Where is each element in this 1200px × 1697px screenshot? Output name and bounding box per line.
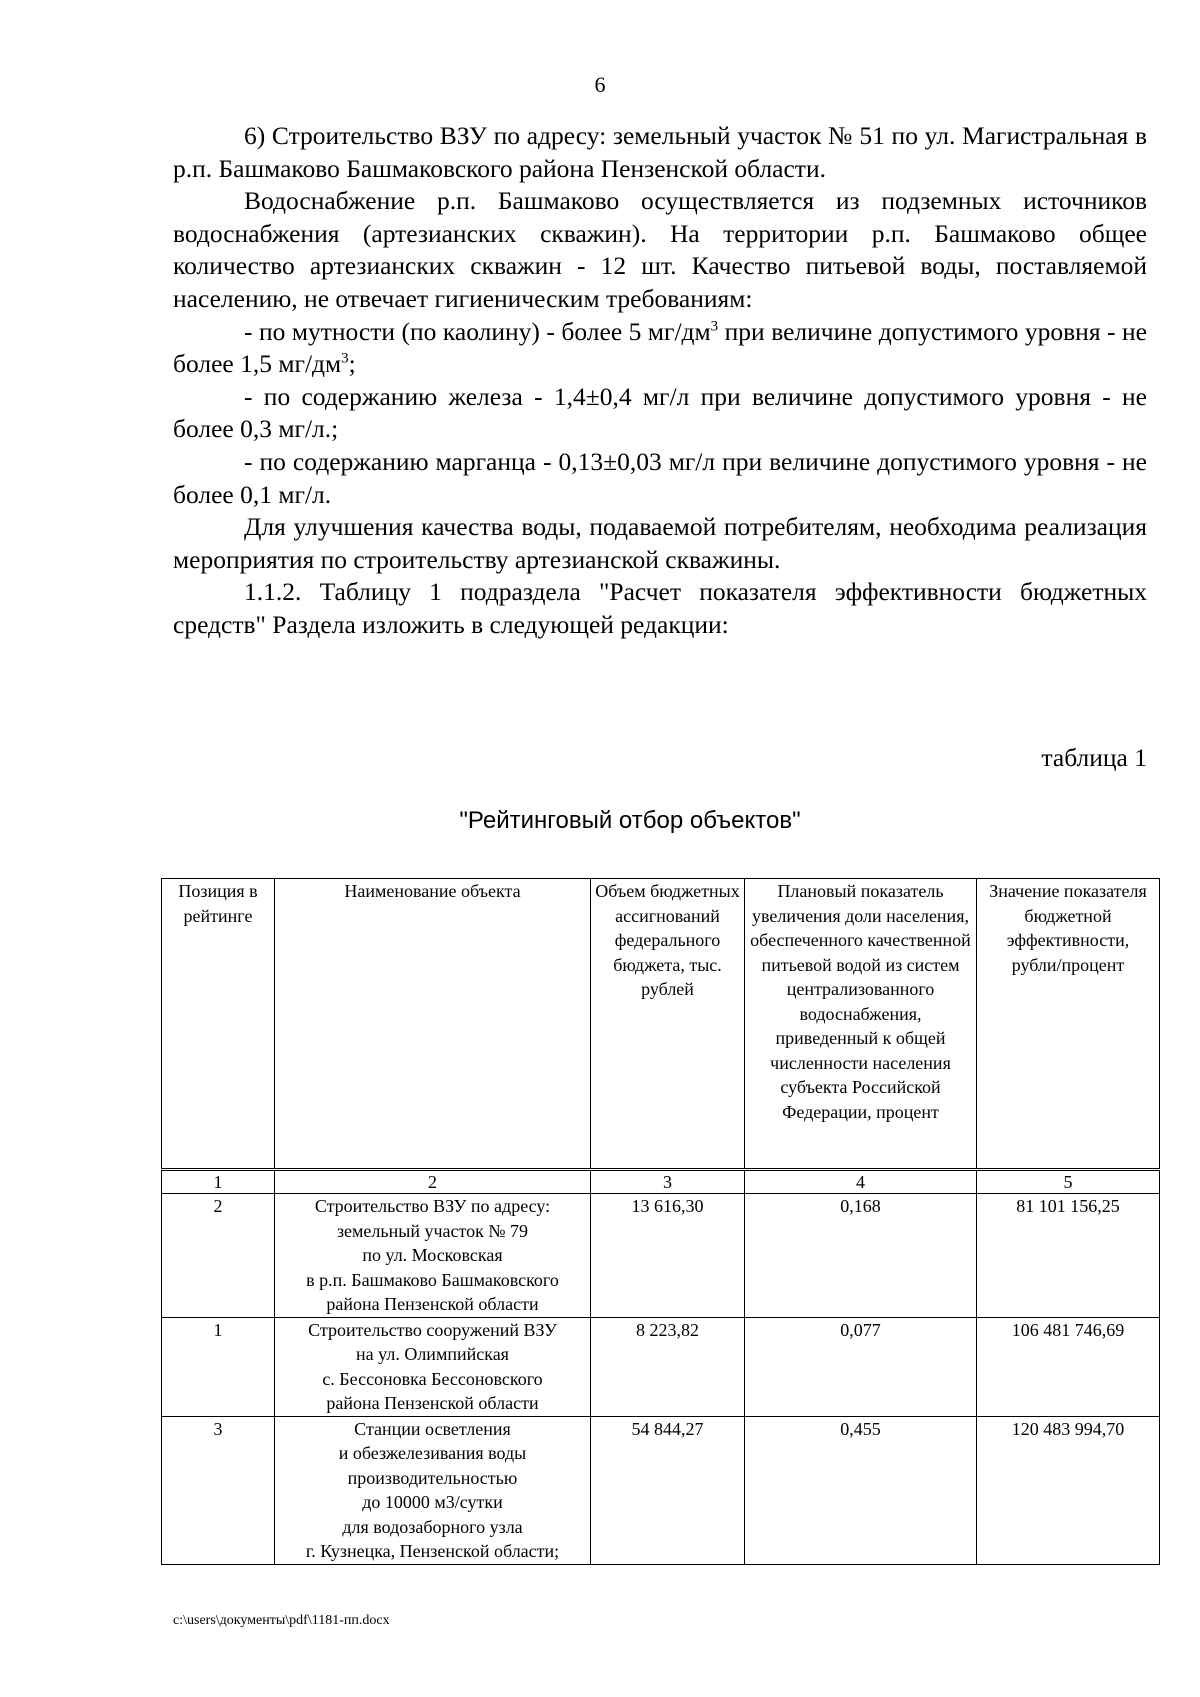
table-caption: таблица 1	[1041, 743, 1147, 772]
cell-object-name: Станции осветления и обезжелезивания воды производительностью до 10000 м3/сутки для водозаборного узла г. Кузнецка, Пензенской области;	[275, 1416, 591, 1564]
header-efficiency: Значение показателя бюджетной эффективности, рубли/процент	[977, 879, 1160, 1170]
paragraph-improvement: Для улучшения качества воды, подаваемой потребителям, необходима реализация мероприятия по строительству артезианской скважины.	[173, 512, 1147, 574]
cell-budget: 54 844,27	[591, 1416, 745, 1564]
page-number: 6	[594, 72, 606, 97]
cell-indicator: 0,168	[745, 1194, 977, 1318]
paragraph-water-supply: Водоснабжение р.п. Башмаково осуществляется из подземных источников водоснабжения (артезианских скважин). На территории р.п. Башмаково общее количество артезианских скважин - 12 шт. Качество питьевой воды, поставляемой населению, не отвечает гигиеническим требованиям:	[173, 186, 1147, 313]
table-row	[162, 1194, 1160, 1318]
table-header-row	[162, 879, 1160, 1170]
header-object-name: Наименование объекта	[275, 879, 591, 1170]
cell-indicator: 0,077	[745, 1317, 977, 1416]
footer-file-path: c:\users\документы\pdf\1181-пп.docx	[173, 1613, 390, 1628]
cell-object-name: Строительство сооружений ВЗУ на ул. Олимпийская с. Бессоновка Бессоновского района Пензенской области	[275, 1317, 591, 1416]
table-title: "Рейтинговый отбор объектов"	[459, 807, 801, 834]
cell-indicator: 0,455	[745, 1416, 977, 1564]
paragraph-item-6: 6) Строительство ВЗУ по адресу: земельный участок № 51 по ул. Магистральная в р.п. Башмаково Башмаковского района Пензенской области.	[173, 121, 1147, 183]
header-budget: Объем бюджетных ассигнований федерального бюджета, тыс. рублей	[591, 879, 745, 1170]
table-row	[162, 1317, 1160, 1416]
cell-position: 3	[162, 1416, 275, 1564]
cell-budget: 13 616,30	[591, 1194, 745, 1318]
column-number: 1	[162, 1170, 275, 1194]
body-text	[173, 120, 1147, 642]
cell-position: 1	[162, 1317, 275, 1416]
cell-object-name: Строительство ВЗУ по адресу: земельный участок № 79 по ул. Московская в р.п. Башмаково Башмаковского района Пензенской области	[275, 1194, 591, 1318]
table-row	[162, 1416, 1160, 1564]
column-number: 3	[591, 1170, 745, 1194]
column-number: 4	[745, 1170, 977, 1194]
bullet-iron: - по содержанию железа - 1,4±0,4 мг/л при величине допустимого уровня - не более 0,3 мг/л.;	[173, 381, 1147, 444]
header-planned-indicator: Плановый показатель увеличения доли населения, обеспеченного качественной питьевой водой из систем централизованного водоснабжения, приведенный к общей численности населения субъекта Российской Федерации, процент	[745, 879, 977, 1170]
cell-position: 2	[162, 1194, 275, 1318]
column-number-row	[162, 1170, 1160, 1194]
bullet-manganese: - по содержанию марганца - 0,13±0,03 мг/л при величине допустимого уровня - не более 0,1 мг/л.	[173, 446, 1147, 509]
rating-table	[161, 878, 1160, 1565]
cell-efficiency: 120 483 994,70	[977, 1416, 1160, 1564]
column-number: 5	[977, 1170, 1160, 1194]
bullet-turbidity: - по мутности (по каолину) - более 5 $мг/дм^3$ при величине допустимого уровня - не более 1,5 $мг/дм^3$;	[173, 316, 1147, 379]
paragraph-table-reference: 1.1.2. Таблицу 1 подраздела "Расчет показателя эффективности бюджетных средств" Раздела изложить в следующей редакции:	[173, 577, 1147, 639]
cell-budget: 8 223,82	[591, 1317, 745, 1416]
cell-efficiency: 81 101 156,25	[977, 1194, 1160, 1318]
column-number: 2	[275, 1170, 591, 1194]
cell-efficiency: 106 481 746,69	[977, 1317, 1160, 1416]
header-position: Позиция в рейтинге	[162, 879, 275, 1170]
